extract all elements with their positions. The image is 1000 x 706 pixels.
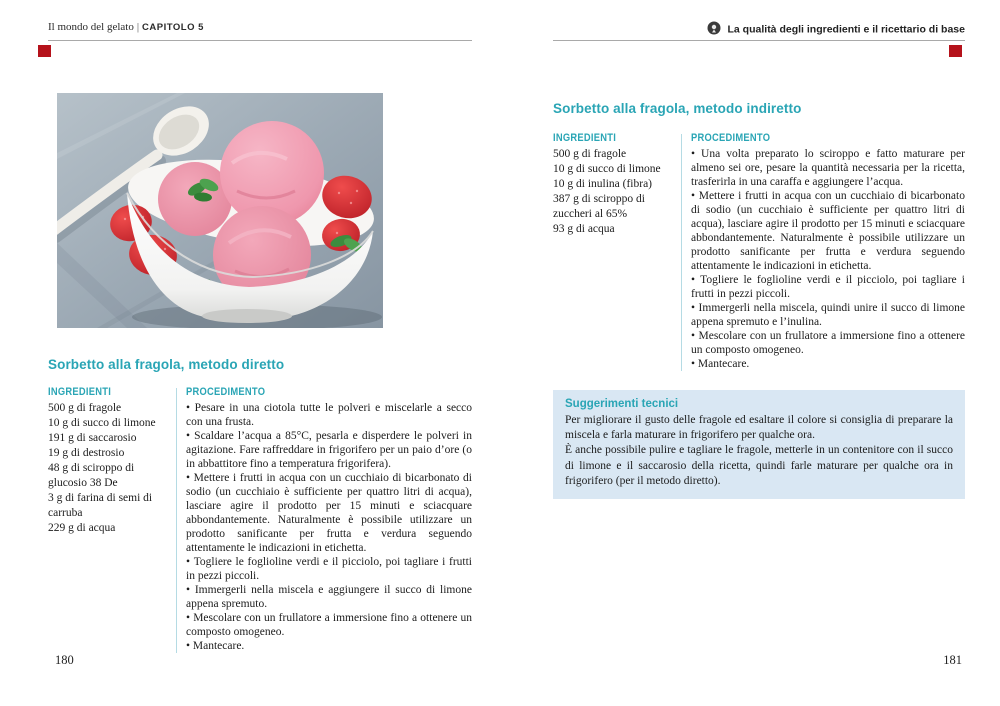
running-head-separator: | (136, 21, 140, 33)
ingredient-item: 10 g di succo di limone (48, 417, 156, 429)
book-title: Il mondo del gelato (48, 21, 134, 33)
procedure-step: • Mettere i frutti in acqua con un cucchiaio di bicarbonato di sodio (un cucchiaio è sufficiente per quattro litri di acqua), lasciare agire il prodotto per 15 minuti e sciacquare abbondantemente. Naturalmente è possibile utilizzare un prodotto sanificante per frutta e verdura seguendo attentamente le indicazioni in etichetta. (186, 471, 472, 555)
ingredient-item: 387 g di sciroppo di zuccheri al 65% (553, 193, 645, 220)
procedure-step: • Mantecare. (691, 357, 965, 371)
chapter-badge-icon (707, 21, 721, 38)
tips-box-body (565, 413, 953, 489)
ingredient-item: 191 g di saccarosio (48, 432, 137, 444)
ingredient-item: 10 g di inulina (fibra) (553, 178, 653, 190)
procedure-steps (186, 401, 472, 653)
procedure-heading: PROCEDIMENTO (691, 132, 771, 144)
ingredients-column (553, 132, 677, 371)
ingredient-item: 500 g di fragole (553, 148, 627, 160)
procedure-step: • Mescolare con un frullatore a immersione fino a ottenere un composto omogeneo. (186, 611, 472, 639)
tips-box (553, 390, 965, 499)
section-title: La qualità degli ingredienti e il ricettario di base (727, 23, 965, 36)
procedure-step: • Pesare in una ciotola tutte le polveri e miscelarle a secco con una frusta. (186, 401, 472, 429)
tips-paragraph: È anche possibile pulire e tagliare le fragole, metterle in un contenitore con il succo di limone e il saccarosio della ricetta, quindi farle maturare per qualche ora in frigorifero (per il metodo diretto). (565, 444, 953, 487)
recipe-title-right: Sorbetto alla fragola, metodo indiretto (553, 101, 802, 117)
procedure-step: • Mantecare. (186, 639, 472, 653)
ingredient-item: 500 g di fragole (48, 402, 122, 414)
chapter-edge-marker (38, 45, 51, 57)
sorbet-photo (57, 93, 383, 328)
procedure-heading: PROCEDIMENTO (186, 386, 266, 398)
recipe-title-left: Sorbetto alla fragola, metodo diretto (48, 357, 285, 373)
procedure-steps (691, 147, 965, 371)
ingredients-heading: INGREDIENTI (48, 386, 112, 398)
tips-box-title: Suggerimenti tecnici (565, 398, 679, 410)
ingredient-item: 10 g di succo di limone (553, 163, 661, 175)
ingredient-item: 19 g di destrosio (48, 447, 125, 459)
page-right (500, 0, 1000, 706)
procedure-step: • Scaldare l’acqua a 85°C, pesarla e disperdere le polveri in agitazione. Fare raffreddare in frigorifero per un paio d’ore (o in abbattitore fino a temperatura frigorifera). (186, 429, 472, 471)
ingredient-item: 93 g di acqua (553, 223, 615, 235)
procedure-step: • Immergerli nella miscela, quindi unire il succo di limone appena spremuto e l’inulina. (691, 301, 965, 329)
running-head-left (48, 21, 204, 36)
recipe-columns-left (48, 386, 472, 653)
ingredient-item: 229 g di acqua (48, 522, 116, 534)
chapter-label: CAPITOLO 5 (142, 22, 204, 33)
procedure-step: • Togliere le foglioline verdi e il picciolo, poi tagliare i frutti in pezzi piccoli. (186, 555, 472, 583)
ingredients-column (48, 386, 172, 653)
page-number-right: 181 (943, 653, 962, 667)
procedure-step: • Togliere le foglioline verdi e il picciolo, poi tagliare i frutti in pezzi piccoli. (691, 273, 965, 301)
ingredients-list (553, 147, 677, 237)
procedure-step: • Mescolare con un frullatore a immersione fino a ottenere un composto omogeneo. (691, 329, 965, 357)
ingredients-list (48, 401, 172, 536)
procedure-step: • Immergerli nella miscela e aggiungere il succo di limone appena spremuto. (186, 583, 472, 611)
running-head-rule (48, 40, 472, 41)
ingredient-item: 48 g di sciroppo di glucosio 38 De (48, 462, 135, 489)
bowl-foot (202, 309, 292, 323)
procedure-column (177, 386, 472, 653)
tips-paragraph: Per migliorare il gusto delle fragole ed esaltare il colore si consiglia di preparare la miscela e farla maturare in frigorifero per qualche ora. (565, 414, 953, 442)
running-head-right (707, 21, 965, 36)
chapter-edge-marker (949, 45, 962, 57)
procedure-step: • Una volta preparato lo sciroppo e fatto maturare per almeno sei ore, pesare la quantità necessaria per la ricetta, trasferirla in una caraffa e aggiungere l’acqua. (691, 147, 965, 189)
page-number-left: 180 (55, 653, 74, 667)
ingredients-heading: INGREDIENTI (553, 132, 617, 144)
ingredient-item: 3 g di farina di semi di carruba (48, 492, 153, 519)
procedure-step: • Mettere i frutti in acqua con un cucchiaio di bicarbonato di sodio (un cucchiaio è sufficiente per quattro litri di acqua), lasciare agire il prodotto per 15 minuti e sciacquare abbondantemente. Naturalmente è possibile utilizzare un prodotto sanificante per frutta e verdura seguendo attentamente le indicazioni in etichetta. (691, 189, 965, 273)
recipe-columns-right (553, 132, 965, 371)
sorbet-photo-illustration (57, 93, 383, 328)
running-head-rule (553, 40, 965, 41)
procedure-column (682, 132, 965, 371)
